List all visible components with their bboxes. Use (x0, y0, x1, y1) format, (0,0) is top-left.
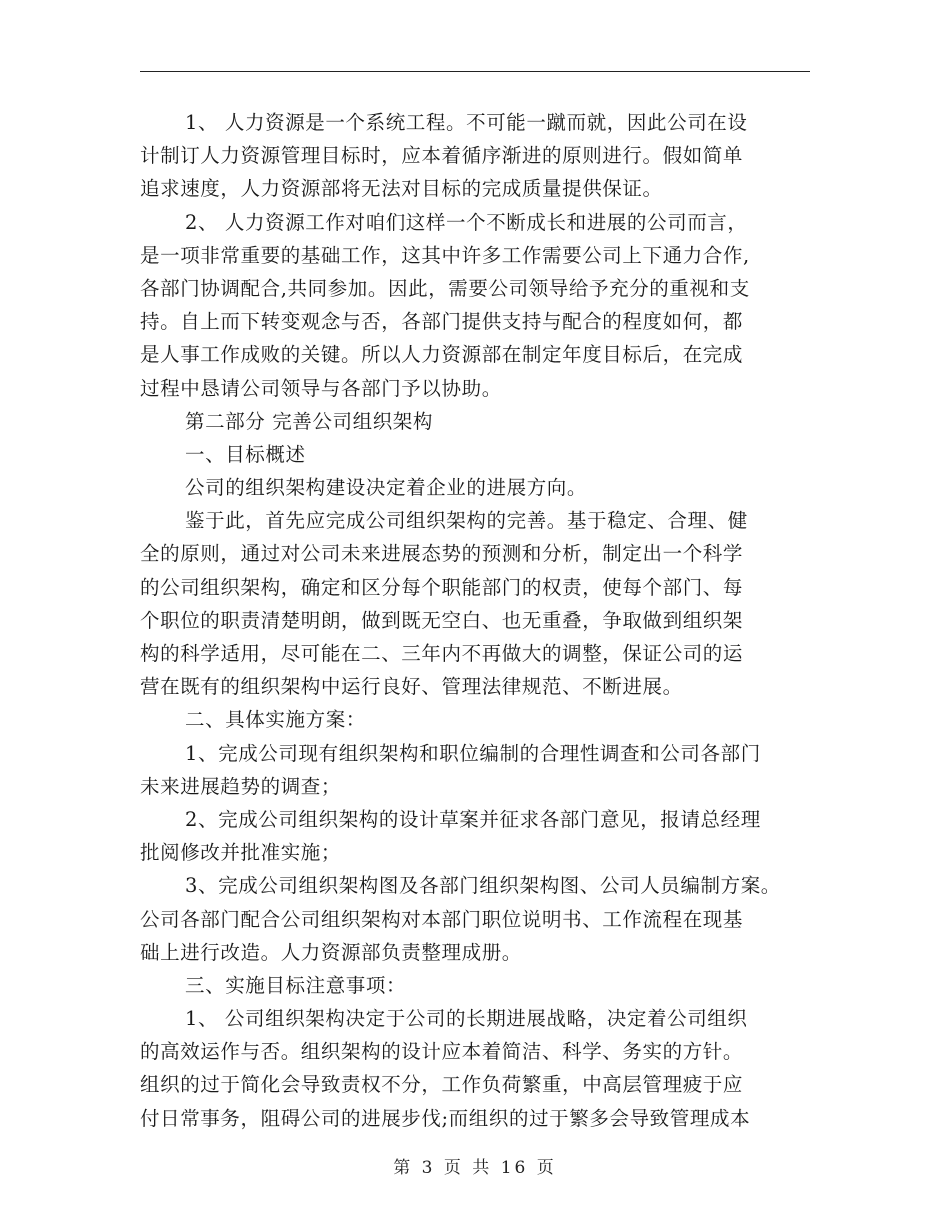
text-line: 的公司组织架构，确定和区分每个职能部门的权责，使每个部门、每 (140, 575, 744, 599)
text-line: 计制订人力资源管理目标时，应本着循序渐进的原则进行。假如简单 (140, 144, 744, 168)
text-line: 1、 人力资源是一个系统工程。不可能一蹴而就，因此公司在设 (185, 111, 748, 134)
text-line: 付日常事务，阻碍公司的进展步伐;而组织的过于繁多会导致管理成本 (140, 1106, 751, 1130)
text-line: 1、 公司组织架构决定于公司的长期进展战略，决定着公司组织 (185, 1007, 748, 1031)
text-line: 组织的过于简化会导致责权不分，工作负荷繁重，中高层管理疲于应 (140, 1073, 744, 1097)
text-line: 的高效运作与否。组织架构的设计应本着简洁、科学、务实的方针。 (140, 1040, 744, 1064)
text-line: 1、完成公司现有组织架构和职位编制的合理性调查和公司各部门 (185, 741, 761, 765)
text-line: 追求速度，人力资源部将无法对目标的完成质量提供保证。 (140, 177, 663, 201)
text-line: 公司各部门配合公司组织架构对本部门职位说明书、工作流程在现基 (140, 907, 744, 931)
text-line: 构的科学适用，尽可能在二、三年内不再做大的调整，保证公司的运 (140, 642, 744, 665)
text-line: 础上进行改造。人力资源部负责整理成册。 (140, 940, 522, 964)
text-line: 未来进展趋势的调查； (140, 774, 342, 798)
document-body (140, 106, 830, 1135)
header-rule (140, 71, 810, 72)
text-line: 2、 人力资源工作对咱们这样一个不断成长和进展的公司而言， (185, 210, 748, 234)
text-line: 全的原则，通过对公司未来进展态势的预测和分析，制定出一个科学 (140, 542, 744, 566)
text-line: 是一项非常重要的基础工作，这其中许多工作需要公司上下通力合作, (140, 243, 750, 267)
text-line: 三、实施目标注意事项： (185, 973, 407, 997)
page-footer: 第 3 页 共 16 页 (393, 1158, 557, 1178)
text-line: 鉴于此，首先应完成公司组织架构的完善。基于稳定、合理、健 (185, 509, 748, 533)
text-line: 各部门协调配合,共同参加。因此，需要公司领导给予充分的重视和支 (140, 276, 750, 300)
text-line: 营在既有的组织架构中运行良好、管理法律规范、不断进展。 (140, 675, 683, 699)
text-line: 个职位的职责清楚明朗，做到既无空白、也无重叠，争取做到组织架 (140, 608, 744, 632)
text-line: 2、完成公司组织架构的设计草案并征求各部门意见，报请总经理 (185, 807, 761, 831)
text-line: 公司的组织架构建设决定着企业的进展方向。 (185, 476, 588, 500)
text-line: 一、目标概述 (185, 442, 306, 466)
text-line: 持。自上而下转变观念与否，各部门提供支持与配合的程度如何，都 (140, 310, 744, 334)
text-line: 3、完成公司组织架构图及各部门组织架构图、公司人员编制方案。 (185, 874, 781, 898)
text-line: 过程中恳请公司领导与各部门予以协助。 (140, 376, 502, 400)
text-line: 二、具体实施方案： (185, 708, 366, 732)
text-line: 第二部分 完善公司组织架构 (185, 409, 433, 433)
text-line: 批阅修改并批准实施； (140, 841, 342, 865)
text-line: 是人事工作成败的关键。所以人力资源部在制定年度目标后，在完成 (140, 343, 744, 367)
